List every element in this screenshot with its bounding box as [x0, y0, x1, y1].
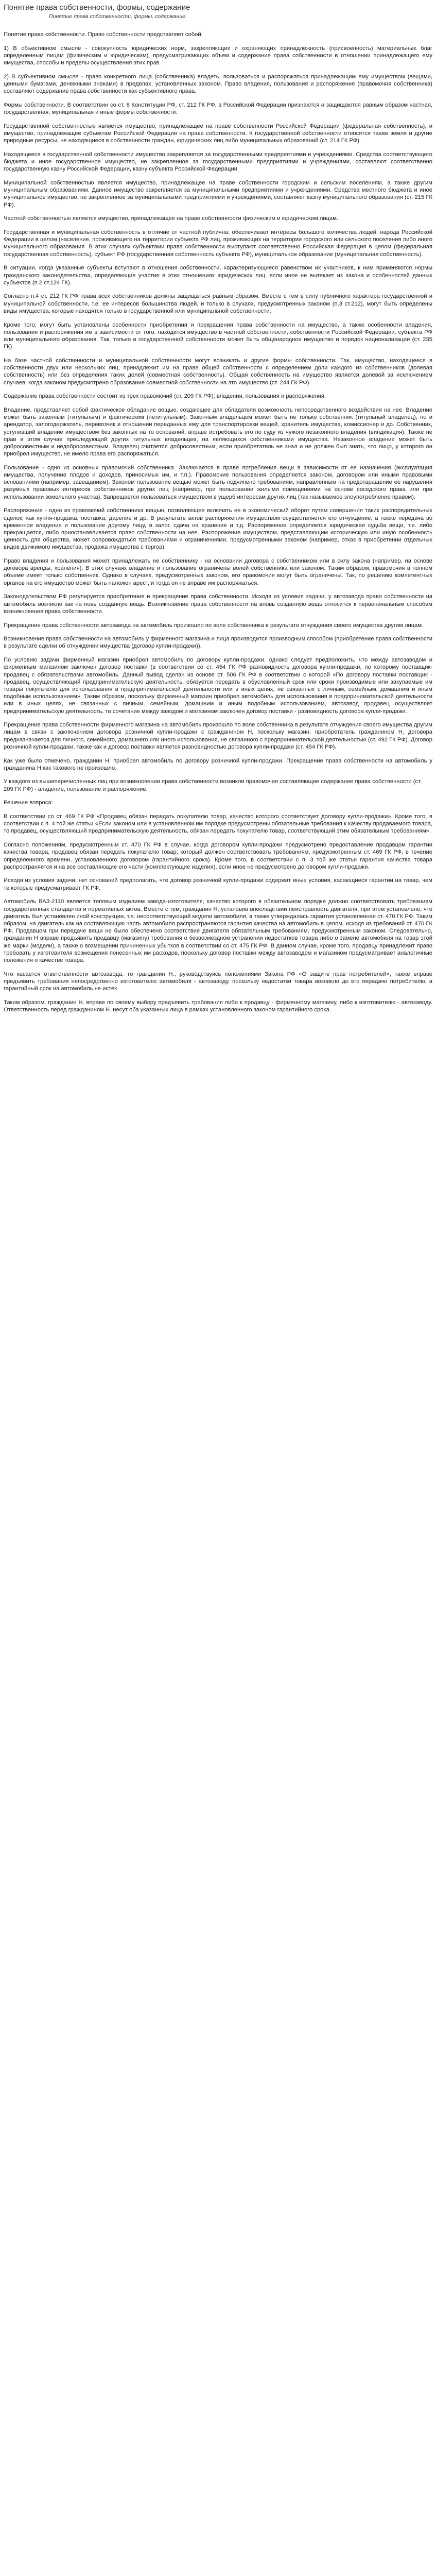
- paragraph: Владение, представляет собой фактическое обладание вещью, создающее для обладателя возможность непосредственного воздействия на нее. Владение может быть законным (титульным) и фактическим (нетитульным). Законным владельцем может быть не только собственник (титульный владелец), но и арендатор, залогодержатель, перевозчик и отношении переданных ему для транспортировки вещей, хранитель имущества, комиссионер и до. Собственник, уступивший владение имуществом без законных на то оснований, вправе истребовать его по суду из чужого незаконного владения (виндикация). Также не прав в этом случае преследующий других титульных владельцев, на являющихся собственниками имущества. Незаконное владение может быть добросовестным и недобросовестным. Владелец считается добросовестным, если приобретатель не знал и не должен был знать, что лицо, у которого он приобрел имущество, не имело права его распоряжаться.: [4, 406, 432, 457]
- paragraph: Содержание права собственности состоит из трех правомочий (ст. 209 ГК РФ): владения, пользования и распоряжения.: [4, 393, 326, 400]
- document-page: [0, 0, 436, 1013]
- paragraph: Как уже было отмечено, гражданин Н. приобрел автомобиль по договору розничной купли-продажи. Прекращение права собственности на автомобиль у гражданина Н как такового не произошло.: [4, 757, 432, 771]
- paragraph: Государственная и муниципальная собственность в отличие от частной публична: обеспечивает интересы большого количества людей: народа Российской Федерации в целом (население, проживающего на территории субъекта РФ лиц, проживающих на территории городского или сельского поселения либо иного муниципального образования. В этих случаях субъектами права собственности выступают соответственно Российская Федерация в целом (федеральная государственная собственность), субъект РФ (государственная собственность субъекта РФ), муниципальное образование (муниципальная собственность).: [4, 229, 432, 258]
- document-title: Понятие права собственности, формы, содержание: [4, 3, 190, 12]
- paragraph: В соответствии со ст. 469 ГК РФ «Продавец обязан передать покупателю товар, качество которого соответствует договору купли-продажи». Кроме того, в соответствии с п. 4 той же статьи «Если законом или в установленном им порядке предусмотрены обязательные требования к качеству продаваемого товара, то продавец, осуществляющий предпринимательскую деятельность, обязан передать покупателю товар, соответствующий этим обязательным требованиям».: [4, 814, 432, 835]
- paragraph: Пользование - одно из основных правомочий собственника. Заключается в праве потребления вещи в зависимости от ее назначения (эксплуатация имущества, получение плодов и доходов, приносимых им, и т.п.). Правомочие пользования определяется законом, договором или иными правовыми основаниями (например, завещанием). Законом пользование вещью может быть подчинено требованиям, направленным на предотвращение ее нарушения разумных правовых интересов собственников других лиц (например, при пользовании жилыми помещениями на основе соседского права или при использовании земельного участка). Запрещается пользоваться имуществом в ущерб интересам других лиц (так называемое злоупотребление правом).: [4, 464, 432, 500]
- paragraph: По условию задачи фирменный магазин приобрел автомобиль по договору купли-продажи, однако следует предположить, что между автозаводом и фирменным магазином заключен договор поставки (в соответствии со ст. 454 ГК РФ разновидность договора купли-продажи, по которому поставщик-продавец с обязательствами автомобиль. Данный вывод сделан из основе ст. 506 ГК РФ в соответствии с которой «По договору поставки поставщик - продавец, осуществляющий предпринимательскую деятельность, обязуется передать в обусловленный срок или сроки производимые или закупаемые им товары покупателю для использования в предпринимательской деятельности или в иных целях, не связанных с личным, семейным, домашним и иным подобным использованием». Таким образом, поскольку фирменный магазин приобрел автомобиль для использования в предпринимательской деятельности или в иных целях, не связанных с личным, семейным, домашним и иным подобным использованием, автозавод продавец осуществляет предпринимательскую деятельность, то сочетание между заводом и магазином заключен договор поставки - разновидность договора купли-продажи.: [4, 657, 432, 715]
- paragraph: Автомобиль ВАЗ-2110 является типовым изделием завода-изготовителя, качество которого в обязательном порядке должно соответствовать требованиям государственных стандартов и нормативных актов. Вместе с тем, гражданин Н, установив впоследствии неисправность двигателя, при этом установлено, что двигатель был установлен иной конструкции, т.е. несоответствующий модели автомобиля, а также утверждалась гарантия установленная ст. 470 ГК РФ. Таким образом, на двигатель как на составляющую часть автомобиля распространяются гарантия качества на автомобиль в целом, исходя из требований ст. 470 ГК РФ. Продавцом при передаче вещи не было обеспечено соответствие двигателя обязательным требованиям, предусмотренным законом. Следовательно, гражданин Н вправе предъявить продавцу (магазину) требования о безвозмездном устранении недостатков товара либо о замене автомобиля на товар этой же марки (модели), а также о возмещении причиненных убытков в соответствии со ст. 475 ГК РФ. В данном случае, кроме того, продавцу принадлежит право требовать у изготовителя возмещения понесенных им расходов, поскольку договор поставки между автозаводом и магазином предусматривает аналогичные положения о качестве товара.: [4, 899, 432, 964]
- paragraph: Частной собственностью является имущество, принадлежащее на праве собственности физическим и юридическим лицам.: [4, 215, 339, 222]
- paragraph: Понятие права собственности. Право собственности представляет собой:: [4, 31, 203, 38]
- paragraph: 2) В субъективном смысле - право конкретного лица (собственника) владеть, пользоваться и распоряжаться принадлежащим ему имуществом (вещами, ценными бумагами, денежными знаками) в пределах, установленных законом. Право владения, пользования и распоряжения (правомочия собственника) составляют содержание права собственности как субъективного права.: [4, 73, 432, 95]
- paragraph: 1) В объективном смысле - совокупность юридических норм, закрепляющих и охраняющих принадлежность (присвоенность) материальных благ определенным лицам (физическим и юридическим), предусматривающих объем и содержание права собственности в отношении принадлежащего ему имущества, способы и пределы осуществления этих прав.: [4, 45, 432, 66]
- paragraph: Муниципальной собственностью является имущество, принадлежащее на праве собственности городским и сельским поселениям, а также другим муниципальным образованиям. Данное имущество закрепляется за муниципальными предприятиями и учреждениями. Средства местного бюджета и иное муниципальное имущество, не закрепленное за муниципальными предприятиями и учреждениями, составляют казну муниципального образования (ст. 215 ГК РФ).: [4, 180, 432, 208]
- paragraph: На базе частной собственности и муниципальной собственности могут возникать и другие формы собственности. Так, имущество, находящееся в собственности двух или нескольких лиц, принадлежит им на праве общей собственности с определением доли каждого из собственников (долевая собственность) или без определения таких долей (совместная собственность). Общая собственность на имущество является долевой за исключением случаев, когда законом предусмотрено образование совместной собственности на это имущество (ст. 244 ГК РФ).: [4, 357, 432, 386]
- document-subtitle: Понятие права собственности, формы, содержание.: [49, 13, 187, 20]
- paragraph: Находящееся в государственной собственности имущество закрепляется за государственными предприятиями и учреждениями. Средства соответствующего бюджета и иное государственное имущество, не закрепленное за государственными предприятиями и учреждениями, составляют соответственно государственную казну Российской Федерации, казну субъекта Российской Федерации.: [4, 151, 432, 173]
- paragraph: В ситуации, когда указанные субъекты вступают в отношения собственности, характеризующиеся равенством их участников, к ним применяются нормы гражданского законодательства, определяющие участие в этих отношениях юридических лиц, если иное не вытекает из закона и особенностей данных субъектов (п.2 ст.124 ГК).: [4, 265, 432, 286]
- paragraph: Кроме того, могут быть установлены особенности приобретения и прекращения права собственности на имущество, а также особенности владения, пользования и распоряжения им в зависимости от того, находится имущество в частной собственности, собственности Российской Федерации, субъекта РФ или муниципального образования. Так, только в государственной собственности может быть общенародное имущество и порядок национализации (ст. 235 ГК).: [4, 321, 432, 350]
- paragraph: Формы собственности. В соответствии со ст. 8 Конституции РФ, ст. 212 ГК РФ, в Российской Федерации признаются и защищаются равным образом частная, государственная, муниципальная и иные формы собственности.: [4, 101, 432, 116]
- document-body: [4, 31, 432, 1013]
- paragraph: Распоряжение - одно из правомочий собственника вещью, позволяющее включать ее в экономический оборот путем совершения таких распорядительных сделок, как купля-продажа, поставка, дарение и др. В результате актов распоряжения имуществом осуществляется его отчуждение, а также передача во временное владение и пользование другому лицу, в залог, сдача на хранение и т.д. Распоряжение определяется юридическая судьба вещи, т.е. либо прекращается, либо приостанавливается право собственности на нее. Распоряжение имуществом, представляющим историческую или иную особенность ценность для общества, может сопровождаться требованиями и ограничениями, предусмотренными законом (например, отказ в приобретении отдельных видов движимого имущества, продажа имущества с торгов).: [4, 507, 432, 551]
- paragraph: Прекращение права собственности автозавода на автомобиль произошло по воле собственника в результате отчуждения своего имущества другим лицам.: [4, 622, 424, 629]
- paragraph: Согласно п.4 ст. 212 ГК РФ права всех собственников должны защищаться равным образом. Вместе с тем в силу публичного характера государственной и муниципальной собственности, т.е. ее интересов большинства людей, и только в случаях, предусмотренных законом (п.3 ст.212), могут быть определены виды имущества, которые находятся только в государственной или муниципальной собственности.: [4, 293, 432, 314]
- paragraph: Государственной собственностью является имущество, принадлежащее на праве собственности Российской Федерации (федеральная собственность), и имущество, принадлежащее субъектам Российской Федерации на праве собственности. К государственной собственности относятся также земля и другие природные ресурсы, не находящиеся в собственности граждан, юридических лиц либо муниципальных образований (ст. 214 ГК РФ).: [4, 123, 432, 144]
- paragraph: Согласно положениям, предусмотренным ст. 470 ГК РФ в случае, когда договором купли-продажи предусмотрено предоставление продавцом гарантии качества товара, продавец обязан передать покупателю товар, который должен соответствовать требованиям, предусмотренным ст. 469 ГК РФ, в течение определенного времени, установленного договором (гарантийного срока). Кроме того, в соответствии с п. 3 той же статьи гарантия качества товара распространяется и на все составляющие его части (комплектующие изделия), если иное не предусмотрено договором купли-продажи.: [4, 842, 432, 870]
- paragraph: Решение вопроса:: [4, 800, 53, 806]
- paragraph: Прекращение права собственности фирменного магазина на автомобиль произошло по воле собственника в результате отчуждения своего имущества другим лицам в связи с заключением договора розничной купли-продажи с гражданином Н, поскольку магазин, приобретатель гражданином Н, договора предназначается для личного, семейного, домашнего или иного использования, не связанного с предпринимательской деятельностью (ст. 492 ГК РФ). Договор розничной купли-продажи, также как и договор поставки является разновидностью договора купли-продажи (ст. 454 ГК РФ).: [4, 722, 432, 750]
- paragraph: Законодательством РФ регулируется приобретение и прекращение права собственности. Исходя из условия задачи, у автозавода право собственности на автомобиль возникло как на новь созданную вещь. Возникновение права собственности на вновь созданную вещь относится к первоначальным способам возникновения права собственности.: [4, 594, 432, 615]
- paragraph: У каждого из вышеперечисленных лиц при возникновении права собственности возникли правомочия составляющие содержание права собственности (ст. 209 ГК РФ) - владение, пользование и распоряжение.: [4, 778, 422, 792]
- paragraph: Возникновение права собственности на автомобиль у фирменного магазина и лица производится производным способом (приобретение права собственности в результате сделки об отчуждении имущества (договор купли-продажи)).: [4, 636, 432, 650]
- paragraph: Что касается ответственности автозавода, то гражданин Н., руководствуясь положениями Закона РФ «О защите прав потребителей», также вправе предъявить требования непосредственно изготовителю автомобиля - автозаводу, поскольку недостатки товара возникли до его передачи потребителю, а гарантийный срок на автомобиль не истек.: [4, 971, 432, 992]
- paragraph: Право владения и пользования может принадлежать не собственнику - на основании договора с собственником или в силу закона (например, на основе договора аренды, хранения). В этих случаях владение и пользование ограничены волей собственника или законом. Таким образом, правомочия в полном объеме имеет только собственник. Однако в случаях, предусмотренных законом, его правомочия могут быть ограничены. Так, по решению компетентных органов на его имущество может быть наложен арест, и тогда он не вправе им распоряжаться.: [4, 558, 432, 586]
- paragraph: Исходя из условия задачи, нет оснований предполагать, что договор розничной купли-продажи содержит иные условия, касающиеся гарантии на товар, чем те которые предусматривает ГК РФ.: [4, 877, 432, 891]
- paragraph: Таким образом, гражданин Н. вправе по своему выбору предъявить требования либо к продавцу - фирменному магазину, либо к изготовителю - автозаводу. Ответственность перед гражданином Н. несут оба указанных лица в рамках установленного законом гарантийного срока.: [4, 999, 432, 1013]
